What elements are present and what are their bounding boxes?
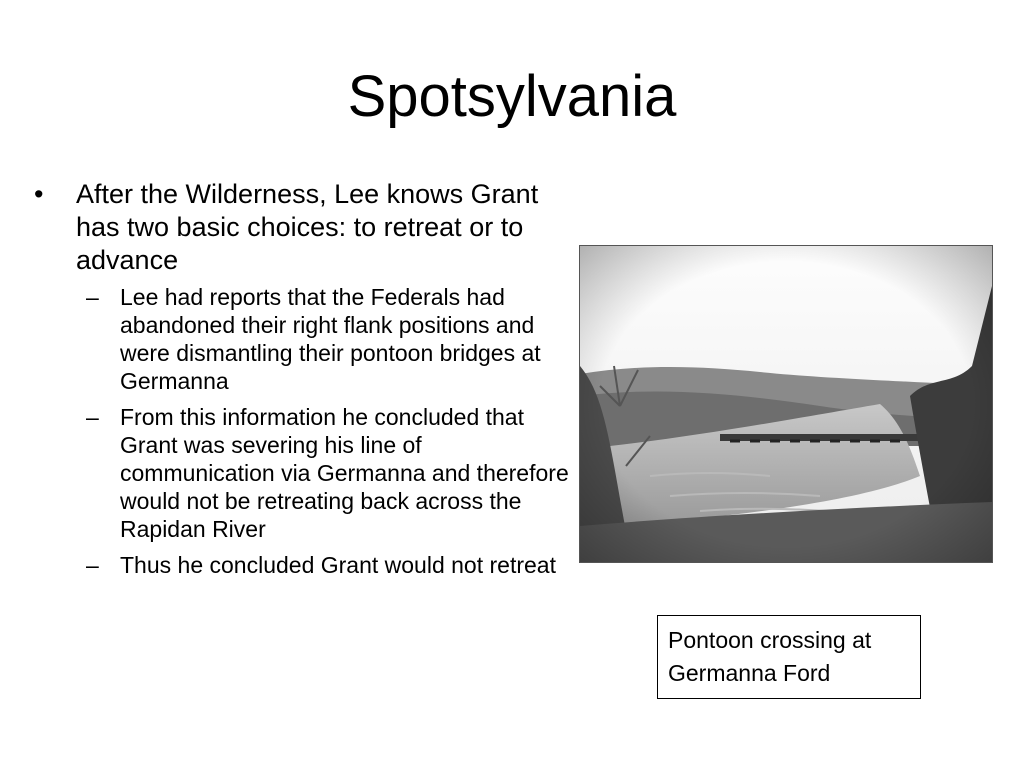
bullet-marker: • bbox=[34, 179, 44, 209]
slide-body bbox=[30, 178, 570, 587]
sub-bullet bbox=[30, 283, 570, 395]
sub-bullet bbox=[30, 403, 570, 543]
pontoon-photo bbox=[579, 245, 993, 563]
sub-bullet-text: Thus he concluded Grant would not retreat bbox=[120, 552, 556, 578]
sub-bullet-text: Lee had reports that the Federals had abandoned their right flank positions and were dismantling their pontoon bridges at Germanna bbox=[120, 284, 541, 394]
sub-bullet-marker: – bbox=[86, 284, 99, 310]
main-bullet-text: After the Wilderness, Lee knows Grant has two basic choices: to retreat or to advance bbox=[76, 179, 539, 275]
sub-bullet-marker: – bbox=[86, 404, 99, 430]
sub-bullet-marker: – bbox=[86, 552, 99, 578]
sub-bullet-list bbox=[30, 283, 570, 579]
photo-caption: Pontoon crossing at Germanna Ford bbox=[657, 615, 921, 699]
sub-bullet bbox=[30, 551, 570, 579]
main-bullet bbox=[30, 178, 570, 277]
slide-title: Spotsylvania bbox=[347, 64, 677, 129]
pontoon-photo-illustration bbox=[580, 246, 992, 562]
sub-bullet-text: From this information he concluded that Grant was severing his line of communication via Germanna and therefore would not be retreating back across the Rapidan River bbox=[120, 404, 569, 542]
